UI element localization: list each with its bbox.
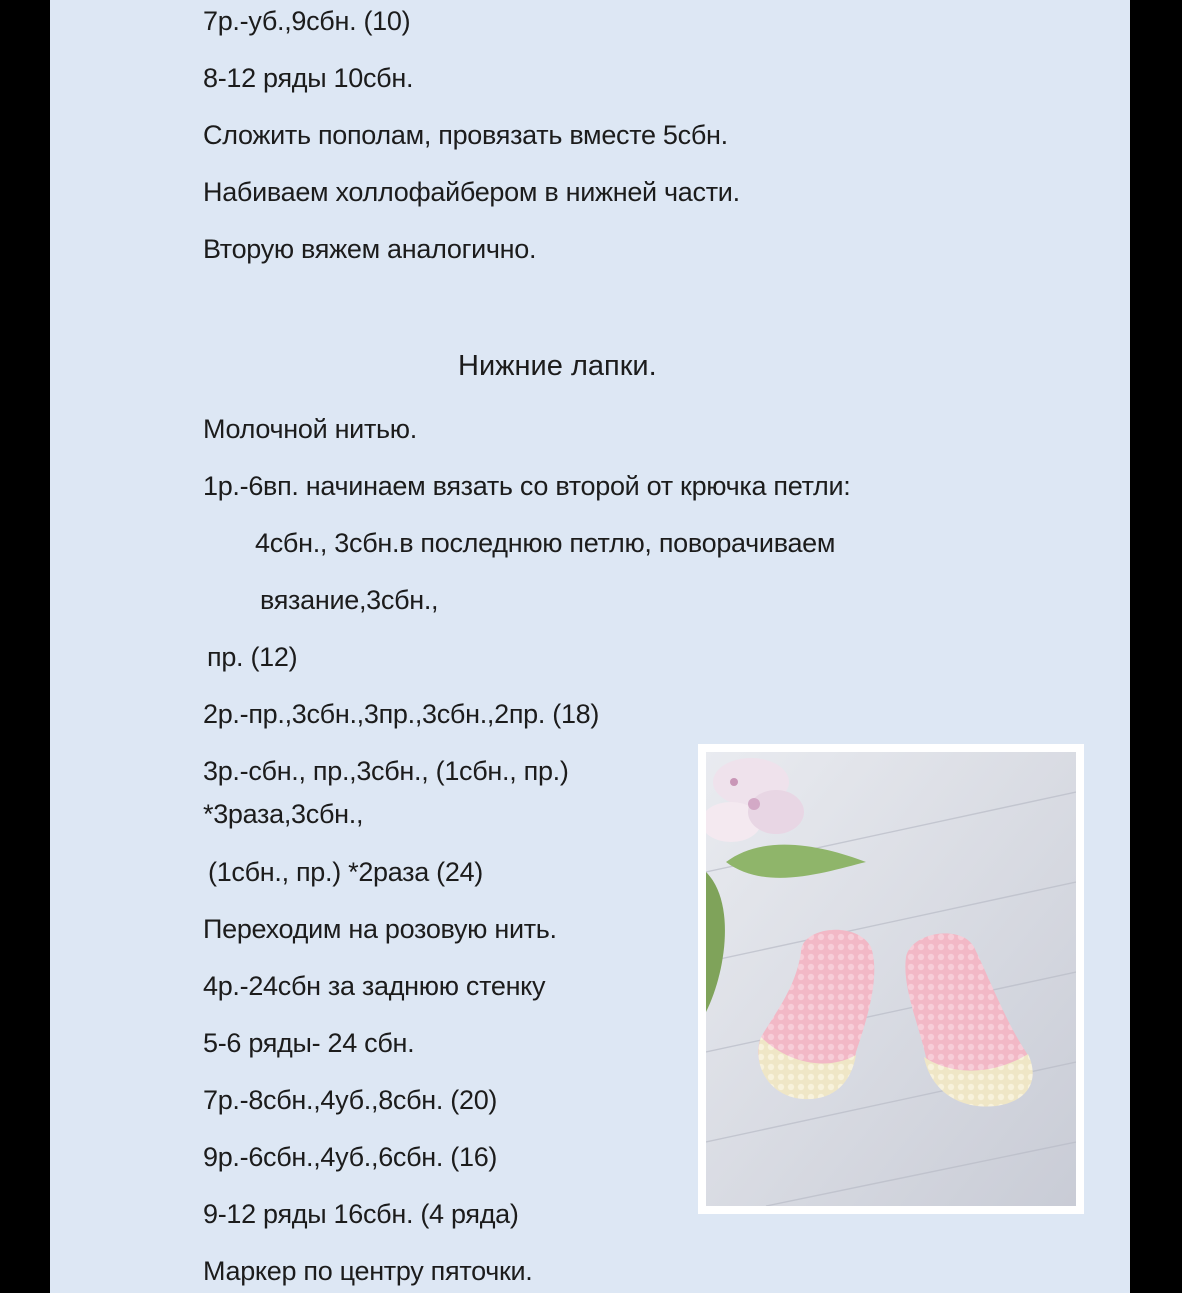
text-line: вязание,3сбн., [260, 585, 439, 615]
text-line: Вторую вяжем аналогично. [203, 234, 537, 264]
text-line: 7р.-8сбн.,4уб.,8сбн. (20) [203, 1085, 498, 1115]
text-line: 8-12 ряды 10сбн. [203, 63, 414, 93]
text-line: 5-6 ряды- 24 сбн. [203, 1028, 415, 1058]
text-line: 1р.-6вп. начинаем вязать со второй от крючка петли: [203, 471, 851, 501]
text-line: Маркер по центру пяточки. [203, 1256, 533, 1286]
text-line: 7р.-уб.,9сбн. (10) [203, 6, 411, 36]
text-line: Молочной нитью. [203, 414, 417, 444]
text-line: 9-12 ряды 16сбн. (4 ряда) [203, 1199, 519, 1229]
text-line: 4р.-24сбн за заднюю стенку [203, 971, 546, 1001]
text-line: *3раза,3сбн., [203, 799, 364, 829]
section-heading: Нижние лапки. [458, 350, 657, 382]
recipe-page [50, 0, 1130, 1293]
text-line: пр. (12) [207, 642, 298, 672]
text-line: Переходим на розовую нить. [203, 914, 557, 944]
photo-illustration [706, 752, 1076, 1206]
text-line: 3р.-сбн., пр.,3сбн., (1сбн., пр.) [203, 756, 569, 786]
text-line: Набиваем холлофайбером в нижней части. [203, 177, 740, 207]
text-line: 2р.-пр.,3сбн.,3пр.,3сбн.,2пр. (18) [203, 699, 600, 729]
crochet-legs-photo [698, 744, 1084, 1214]
text-line: Сложить пополам, провязать вместе 5сбн. [203, 120, 728, 150]
text-line: 9р.-6сбн.,4уб.,6сбн. (16) [203, 1142, 498, 1172]
text-line: (1сбн., пр.) *2раза (24) [208, 857, 483, 887]
text-line: 4сбн., 3сбн.в последнюю петлю, поворачиваем [255, 528, 836, 558]
